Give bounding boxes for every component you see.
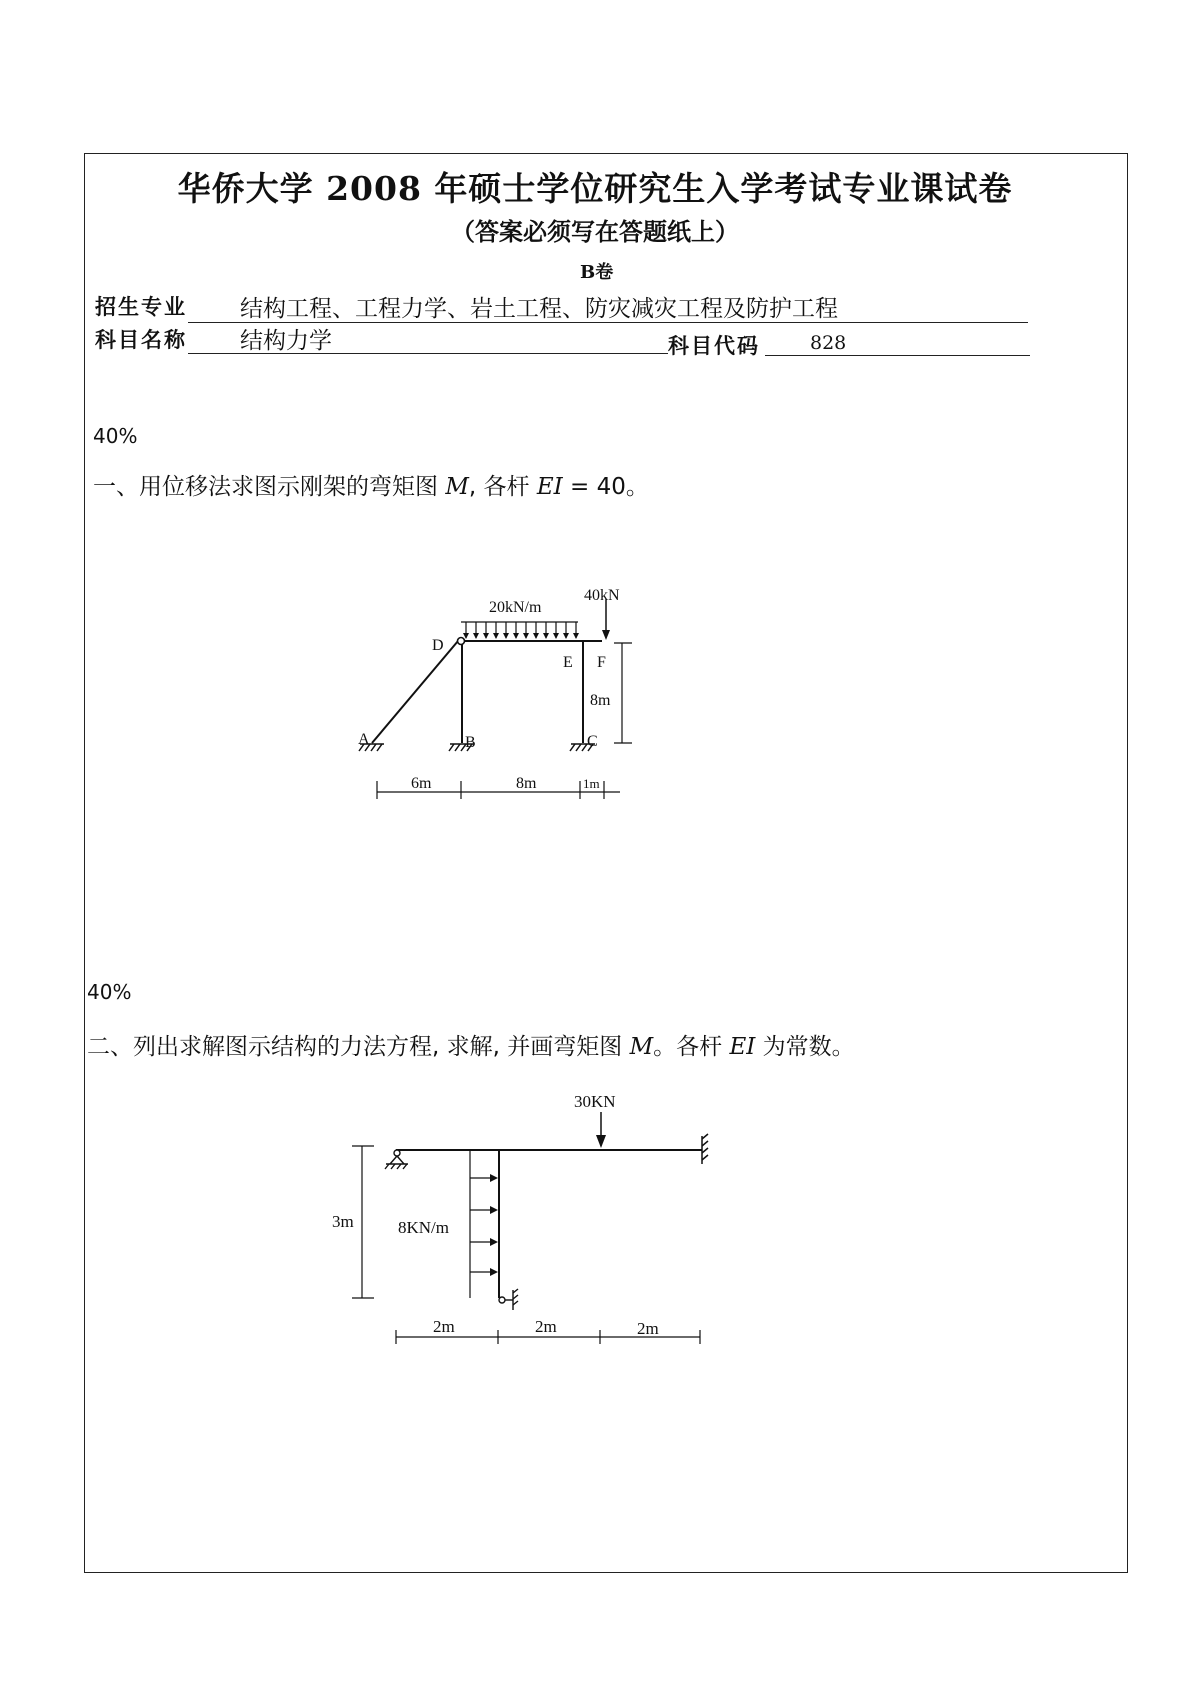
exam-title: 华侨大学 2008 年硕士学位研究生入学考试专业课试卷 xyxy=(177,169,1013,208)
q1-distributed-load-heads xyxy=(463,633,579,639)
member-ad xyxy=(372,641,458,743)
q2-distributed-load-label: 8KN/m xyxy=(398,1218,449,1237)
node-label-b: B xyxy=(465,734,476,751)
subject-label: 科目名称 xyxy=(95,327,187,352)
page-border xyxy=(84,153,1128,1573)
q2-bottom-pin-support xyxy=(499,1289,518,1310)
q1-text xyxy=(93,468,649,501)
q1-suffix: = 40。 xyxy=(562,474,649,500)
q2-prefix: 二、列出求解图示结构的力法方程, 求解, 并画弯矩图 xyxy=(87,1034,630,1060)
q1-m-symbol: M xyxy=(445,474,469,500)
q2-point-load-label: 30KN xyxy=(574,1092,616,1111)
q2-percent: 40% xyxy=(87,980,132,1004)
node-label-f: F xyxy=(597,654,606,671)
q1-frame-figure xyxy=(340,570,660,810)
code-value: 828 xyxy=(810,332,847,354)
q1-distributed-load-arrows xyxy=(461,622,578,638)
q1-height-dim-label: 8m xyxy=(590,692,611,709)
q1-point-load-head xyxy=(602,630,610,640)
subject-value: 结构力学 xyxy=(240,328,332,354)
q2-m-symbol: M xyxy=(629,1034,654,1060)
hinge-d xyxy=(458,638,465,645)
node-label-c: C xyxy=(587,733,598,750)
q1-percent: 40% xyxy=(93,424,138,448)
paper-type: B卷 xyxy=(580,262,614,283)
major-label: 招生专业 xyxy=(95,294,187,319)
q2-point-load-head xyxy=(596,1135,606,1148)
node-label-a: A xyxy=(358,731,370,748)
node-label-e: E xyxy=(563,654,573,671)
q2-left-pin-support xyxy=(385,1150,408,1169)
node-label-d: D xyxy=(432,637,444,654)
q2-height-dimension xyxy=(352,1146,374,1298)
q1-distributed-load-label: 20kN/m xyxy=(489,599,542,616)
q2-span-3-label: 2m xyxy=(637,1319,659,1338)
q2-height-dim-label: 3m xyxy=(332,1212,354,1231)
q1-span-3-label: 1m xyxy=(583,776,600,791)
q1-span-2-label: 8m xyxy=(516,775,537,792)
q1-prefix: 一、用位移法求图示刚架的弯矩图 xyxy=(93,474,446,500)
q2-span-2-label: 2m xyxy=(535,1317,557,1336)
subject-underline xyxy=(188,353,668,354)
q1-middle: , 各杆 xyxy=(468,474,537,500)
q2-distributed-load-arrows xyxy=(470,1150,496,1298)
q2-distributed-load-heads xyxy=(490,1174,498,1276)
q1-height-dimension xyxy=(614,643,632,743)
q2-middle: 。各杆 xyxy=(653,1034,730,1060)
code-label: 科目代码 xyxy=(668,333,760,358)
code-underline xyxy=(765,355,1030,356)
q2-suffix: 为常数。 xyxy=(755,1034,855,1060)
q1-ei-symbol: EI xyxy=(536,474,563,500)
exam-subtitle: （答案必须写在答题纸上） xyxy=(451,217,739,246)
q2-frame-figure xyxy=(320,1090,720,1360)
q2-ei-symbol: EI xyxy=(729,1034,756,1060)
major-value: 结构工程、工程力学、岩土工程、防灾减灾工程及防护工程 xyxy=(240,296,838,322)
q1-point-load-label: 40kN xyxy=(584,587,620,604)
q2-right-fixed-support xyxy=(702,1134,708,1164)
q1-span-1-label: 6m xyxy=(411,775,432,792)
q2-span-1-label: 2m xyxy=(433,1317,455,1336)
q2-text xyxy=(87,1028,855,1061)
